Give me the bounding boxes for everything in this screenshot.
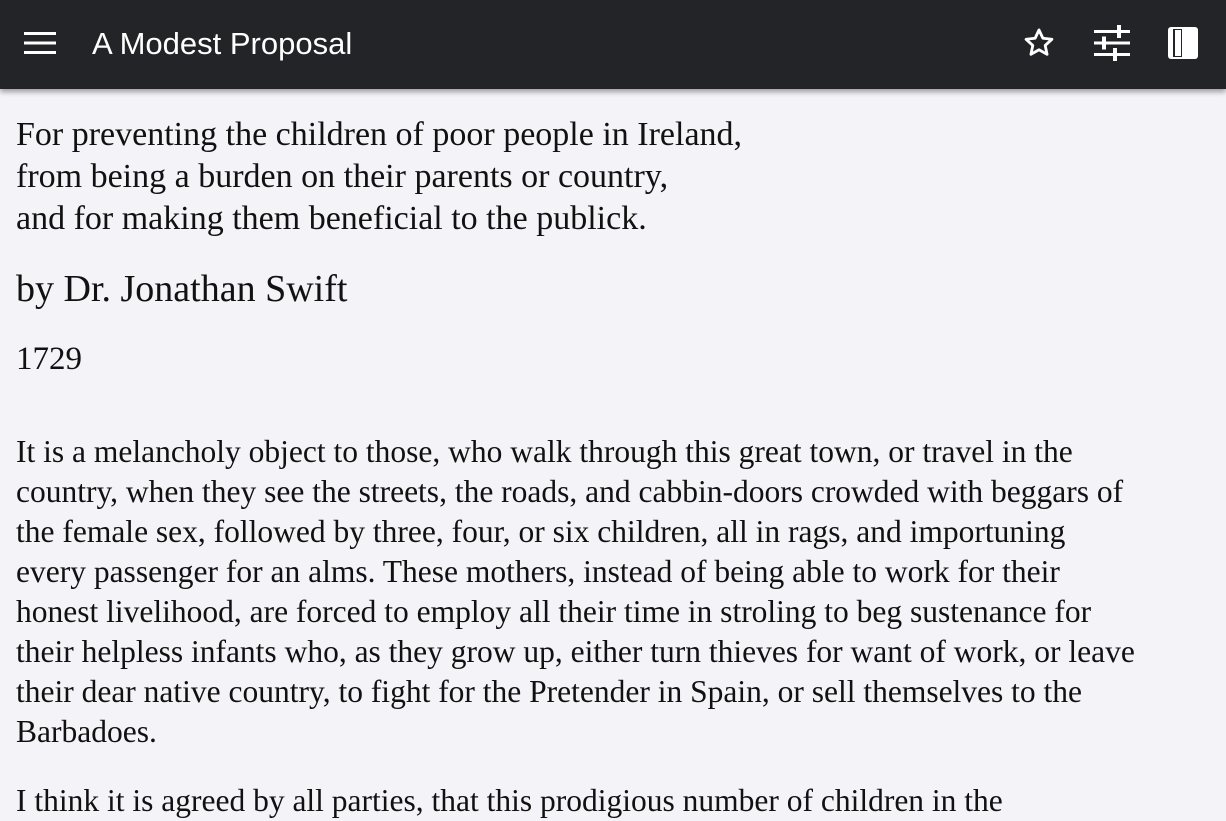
subtitle-line: from being a burden on their parents or country, [16, 158, 669, 195]
document-author: by Dr. Jonathan Swift [16, 268, 348, 310]
page-title: A Modest Proposal [92, 26, 353, 61]
paragraph-line: country, when they see the streets, the roads, and cabbin-doors crowded with beggars of [16, 474, 1124, 509]
subtitle-line: and for making them beneficial to the publick. [16, 200, 647, 237]
book-icon [1167, 26, 1199, 65]
paragraph-line: their helpless infants who, as they grow up, either turn thieves for want of work, or leave [16, 634, 1135, 669]
star-icon [1022, 26, 1056, 65]
body-paragraph [16, 432, 1135, 752]
tune-icon [1093, 25, 1131, 66]
paragraph-line: Barbadoes. [16, 714, 157, 749]
menu-button[interactable] [12, 17, 68, 73]
bookmark-button[interactable] [1011, 17, 1067, 73]
document-year: 1729 [16, 341, 82, 377]
body-paragraph-partial: I think it is agreed by all parties, that this prodigious number of children in the [16, 783, 1003, 818]
paragraph-line: their dear native country, to fight for the Pretender in Spain, or sell themselves to the [16, 674, 1083, 709]
reading-pane[interactable] [0, 89, 1226, 818]
paragraph-line: honest livelihood, are forced to employ all their time in stroling to beg sustenance for [16, 594, 1092, 629]
paragraph-line: It is a melancholy object to those, who walk through this great town, or travel in the [16, 434, 1073, 469]
paragraph-line: the female sex, followed by three, four, or six children, all in rags, and importuning [16, 514, 1066, 549]
app-bar [0, 0, 1226, 89]
document-subtitle [16, 114, 742, 240]
subtitle-line: For preventing the children of poor people in Ireland, [16, 116, 743, 153]
table-of-contents-button[interactable] [1155, 17, 1211, 73]
display-settings-button[interactable] [1084, 17, 1140, 73]
paragraph-line: every passenger for an alms. These mothers, instead of being able to work for their [16, 554, 1060, 589]
menu-icon [24, 31, 56, 60]
